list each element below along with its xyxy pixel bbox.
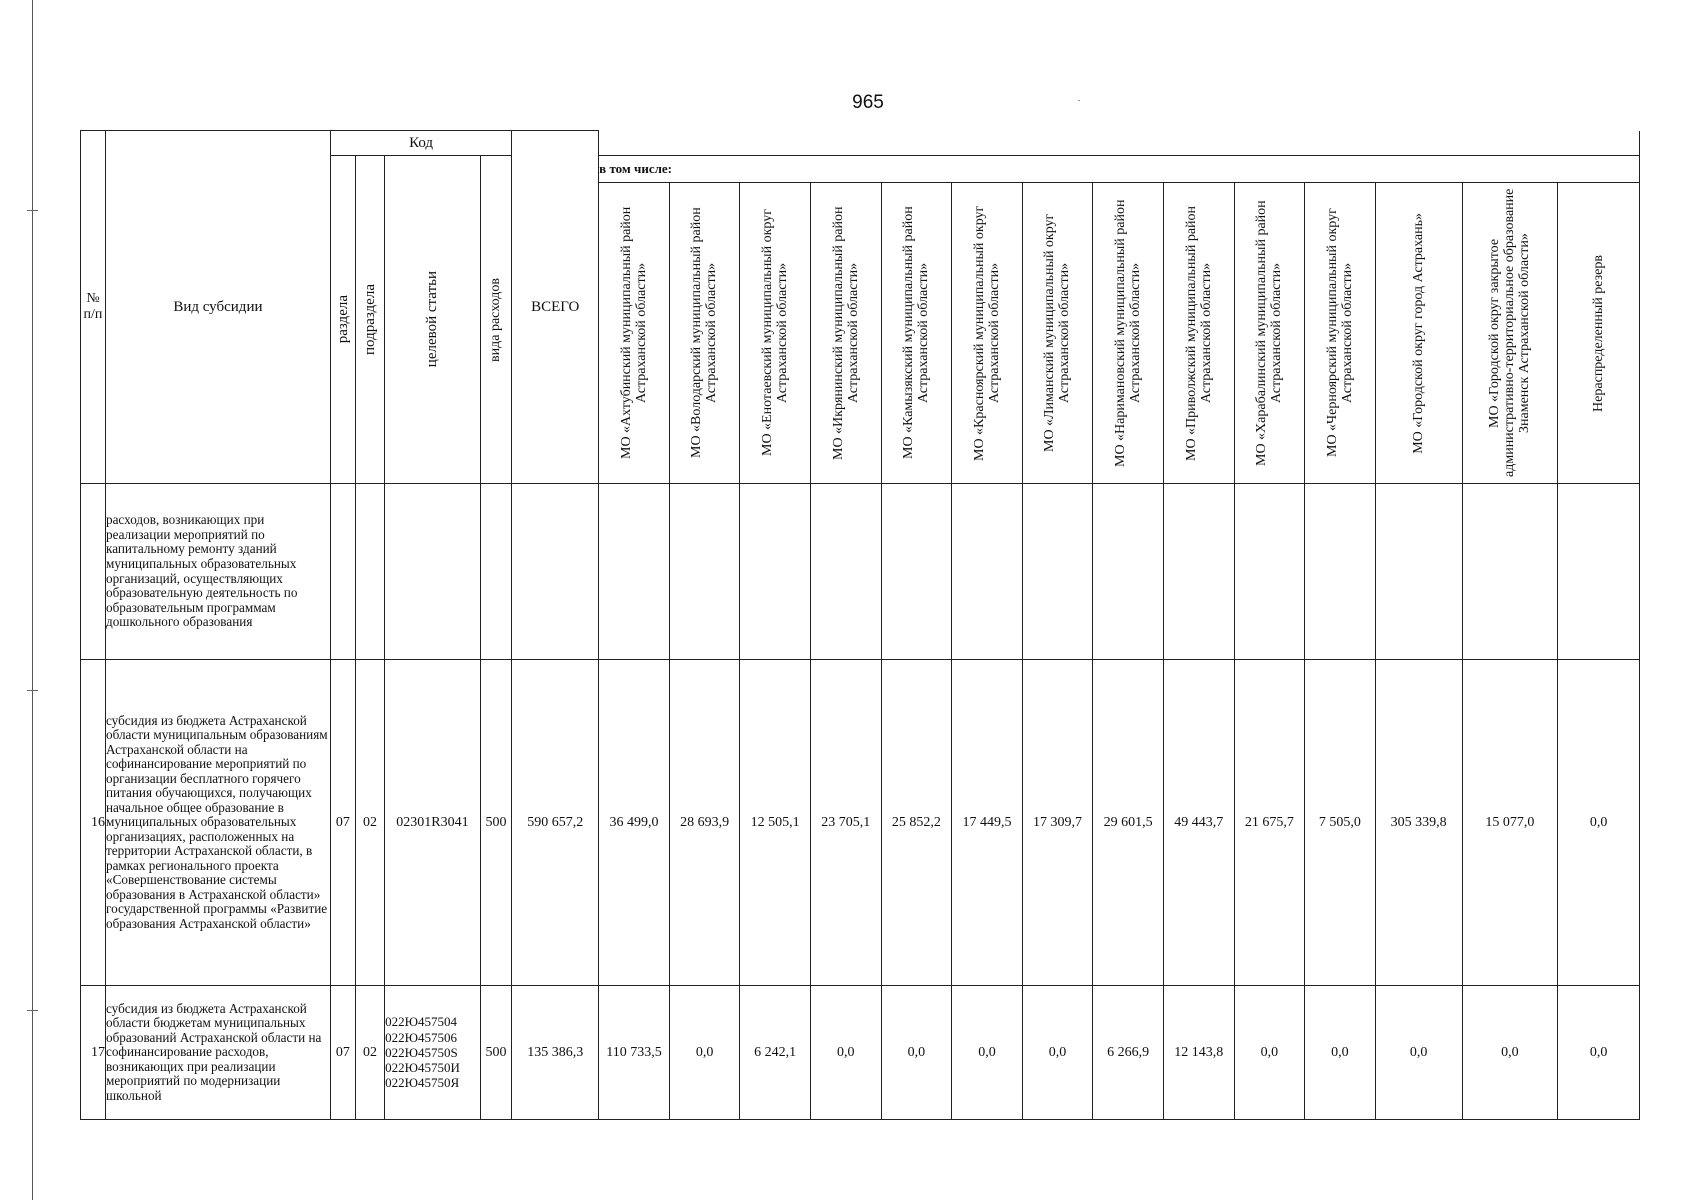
- row-subsection: [355, 484, 384, 660]
- binding-tick: [27, 210, 38, 211]
- row-value: 0,0: [1558, 660, 1640, 986]
- row-subsection: 02: [355, 660, 384, 986]
- header-code-group: Код: [330, 131, 511, 156]
- table-row: [81, 660, 1640, 986]
- row-value: [1093, 484, 1164, 660]
- row-num: 17: [81, 986, 106, 1120]
- row-value: [1558, 484, 1640, 660]
- row-description: субсидия из бюджета Астраханской области бюджетам муниципальных образований Астраханской области на софинансирование расходов, возникающих при реализации мероприятий по модернизации школьной: [105, 986, 330, 1120]
- row-section: 07: [330, 660, 355, 986]
- header-municipality-10: МО «Харабалинский муниципальный район Астраханской области»: [1234, 183, 1305, 484]
- row-value: [1022, 484, 1093, 660]
- subsidy-table: [80, 130, 1640, 1120]
- header-municipality-13: МО «Городской округ закрытое административно-территориальное образование Знаменск Астраханской области»: [1462, 183, 1558, 484]
- row-target: 02301R3041: [385, 660, 481, 986]
- header-municipality-2: МО «Володарский муниципальный район Астраханской области»: [669, 183, 740, 484]
- row-value: 12 143,8: [1163, 986, 1234, 1120]
- binding-tick: [27, 690, 38, 691]
- row-value: 21 675,7: [1234, 660, 1305, 986]
- row-description: расходов, возникающих при реализации мероприятий по капитальному ремонту зданий муниципальных образовательных организаций, осуществляющих образовательную деятельность по образовательным программам дошкольного образования: [105, 484, 330, 660]
- binding-edge-line: [32, 0, 33, 1200]
- row-subsection: 02: [355, 986, 384, 1120]
- row-total: 135 386,3: [512, 986, 599, 1120]
- row-value: [1462, 484, 1558, 660]
- row-value: 0,0: [1558, 986, 1640, 1120]
- row-value: 49 443,7: [1163, 660, 1234, 986]
- row-value: 0,0: [669, 986, 740, 1120]
- row-value: [1163, 484, 1234, 660]
- row-value: 6 266,9: [1093, 986, 1164, 1120]
- header-code-subsection: подраздела: [355, 156, 384, 484]
- header-including: в том числе:: [599, 156, 1640, 183]
- header-municipality-1: МО «Ахтубинский муниципальный район Астраханской области»: [599, 183, 670, 484]
- row-section: [330, 484, 355, 660]
- header-code-target: целевой статьи: [385, 156, 481, 484]
- header-total: ВСЕГО: [512, 131, 599, 484]
- header-municipality-4: МО «Икрянинский муниципальный район Астраханской области»: [810, 183, 881, 484]
- row-expense: 500: [480, 986, 512, 1120]
- row-value: 6 242,1: [740, 986, 811, 1120]
- row-value: [952, 484, 1023, 660]
- binding-tick: [27, 1010, 38, 1011]
- row-section: 07: [330, 986, 355, 1120]
- header-kind: Вид субсидии: [105, 131, 330, 484]
- header-municipality-9: МО «Приволжский муниципальный район Астраханской области»: [1163, 183, 1234, 484]
- row-value: 28 693,9: [669, 660, 740, 986]
- row-target: [385, 484, 481, 660]
- header-municipality-11: МО «Черноярский муниципальный округ Астраханской области»: [1305, 183, 1376, 484]
- row-total: [512, 484, 599, 660]
- row-value: 0,0: [1022, 986, 1093, 1120]
- header-top-gap: [599, 131, 1640, 156]
- header-municipality-8: МО «Наримановский муниципальный район Астраханской области»: [1093, 183, 1164, 484]
- table-row: [81, 986, 1640, 1120]
- scan-speck: [1078, 100, 1080, 101]
- header-num: № п/п: [81, 131, 106, 484]
- row-value: [1375, 484, 1462, 660]
- row-value: 0,0: [881, 986, 952, 1120]
- row-value: 15 077,0: [1462, 660, 1558, 986]
- row-value: 0,0: [1305, 986, 1376, 1120]
- row-value: 29 601,5: [1093, 660, 1164, 986]
- row-value: 12 505,1: [740, 660, 811, 986]
- row-value: 0,0: [1234, 986, 1305, 1120]
- row-value: [1234, 484, 1305, 660]
- row-num: 16: [81, 660, 106, 986]
- row-value: [810, 484, 881, 660]
- header-municipality-12: МО «Городской округ город Астрахань»: [1375, 183, 1462, 484]
- row-value: 23 705,1: [810, 660, 881, 986]
- row-value: 17 449,5: [952, 660, 1023, 986]
- row-description: субсидия из бюджета Астраханской области муниципальным образованиям Астраханской области на софинансирование мероприятий по организации бесплатного горячего питания обучающихся, получающих начальное общее образование в муниципальных образовательных организациях, расположенных на территории Астраханской области, в рамках регионального проекта «Совершенствование системы образования в Астраханской области» государственной программы «Развитие образования Астраханской области»: [105, 660, 330, 986]
- row-target-codes: [385, 986, 481, 1120]
- row-value: [669, 484, 740, 660]
- row-value: [1305, 484, 1376, 660]
- row-value: 25 852,2: [881, 660, 952, 986]
- header-code-expense: вида расходов: [480, 156, 512, 484]
- row-value: 0,0: [1375, 986, 1462, 1120]
- target-code: 022Ю457506: [385, 1029, 458, 1045]
- row-expense: [480, 484, 512, 660]
- header-municipality-3: МО «Енотаевский муниципальный округ Астраханской области»: [740, 183, 811, 484]
- header-unallocated-reserve: Нераспределенный резерв: [1558, 183, 1640, 484]
- row-value: 110 733,5: [599, 986, 670, 1120]
- row-num: [81, 484, 106, 660]
- target-code: 022Ю45750И: [385, 1060, 460, 1076]
- row-total: 590 657,2: [512, 660, 599, 986]
- row-value: 305 339,8: [1375, 660, 1462, 986]
- row-expense: 500: [480, 660, 512, 986]
- header-municipality-5: МО «Камызякский муниципальный район Астраханской области»: [881, 183, 952, 484]
- row-value: 17 309,7: [1022, 660, 1093, 986]
- header-municipality-6: МО «Красноярский муниципальный округ Астраханской области»: [952, 183, 1023, 484]
- table-row: [81, 484, 1640, 660]
- row-value: 0,0: [810, 986, 881, 1120]
- row-value: 0,0: [952, 986, 1023, 1120]
- target-code: 022Ю457504: [385, 1014, 458, 1030]
- row-value: 0,0: [1462, 986, 1558, 1120]
- target-code: 022Ю45750S: [385, 1044, 458, 1060]
- row-value: 7 505,0: [1305, 660, 1376, 986]
- header-code-section: раздела: [330, 156, 355, 484]
- header-row-1: [81, 131, 1640, 156]
- header-municipality-7: МО «Лиманский муниципальный округ Астраханской области»: [1022, 183, 1093, 484]
- row-value: [599, 484, 670, 660]
- row-value: [881, 484, 952, 660]
- row-value: 36 499,0: [599, 660, 670, 986]
- page-number: 965: [852, 92, 884, 113]
- row-value: [740, 484, 811, 660]
- target-code: 022Ю45750Я: [385, 1075, 460, 1091]
